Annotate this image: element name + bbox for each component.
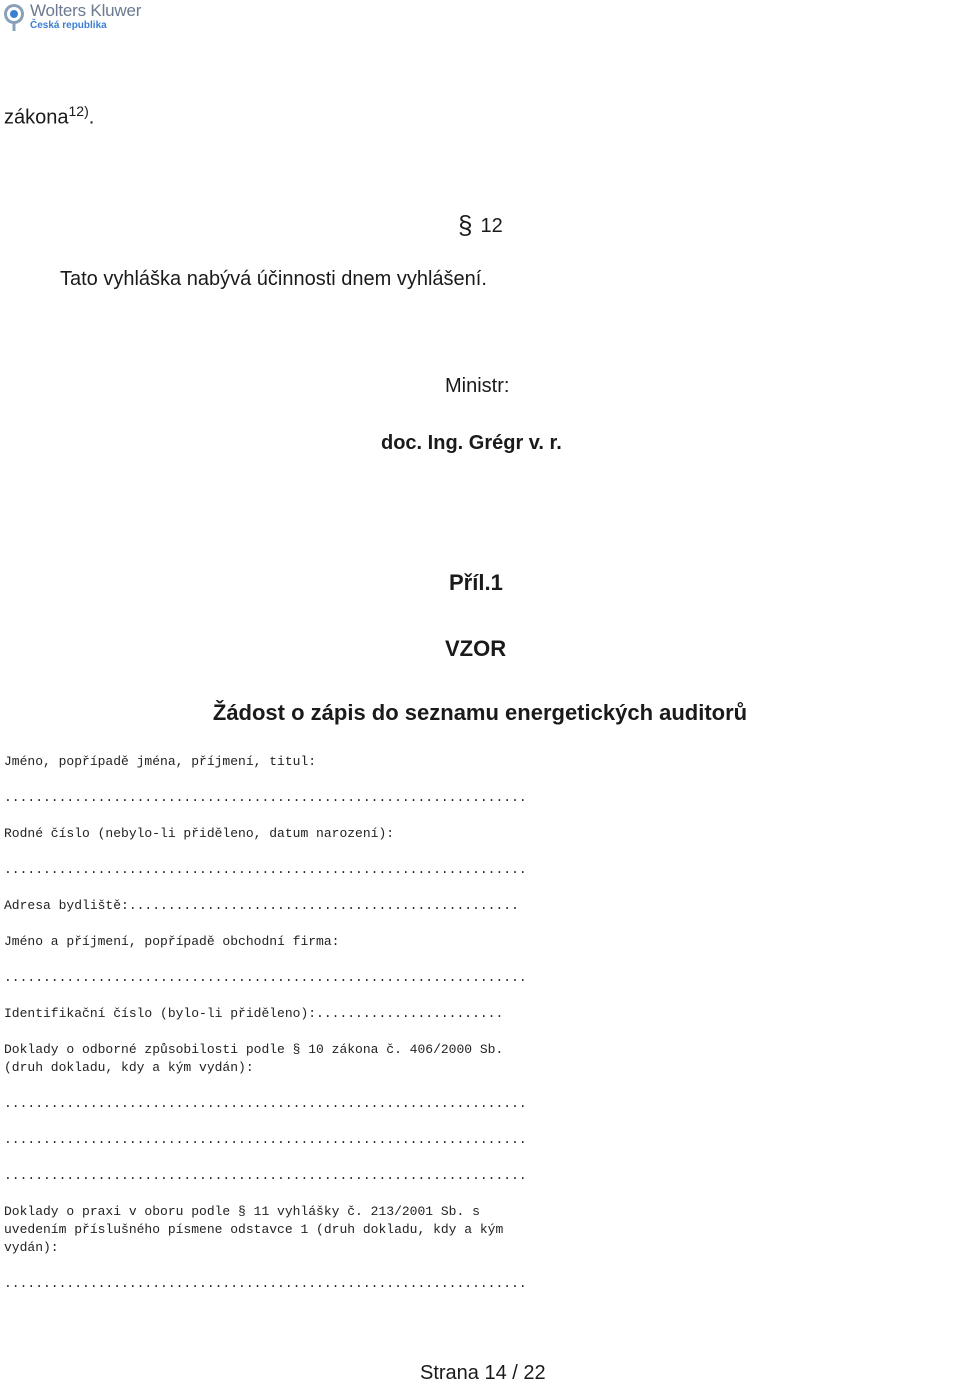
form-line: ................................................................... [4, 862, 527, 877]
intro-tail: . [88, 106, 95, 129]
appendix-title: Žádost o zápis do seznamu energetických auditorů [212, 700, 748, 725]
form-line: (druh dokladu, kdy a kým vydán): [4, 1060, 254, 1075]
wolters-kluwer-logo-icon [2, 2, 26, 32]
form-line: ................................................................... [4, 970, 527, 985]
form-line: Adresa bydliště:.................................................. [4, 898, 519, 913]
section-symbol: § [458, 210, 473, 240]
logo-name: Wolters Kluwer [30, 1, 142, 20]
appendix-label: Příl.1 [449, 570, 503, 595]
section-number: 12 [480, 215, 503, 237]
appendix-vzor: VZOR [445, 636, 507, 661]
signature-name: doc. Ing. Grégr v. r. [381, 432, 562, 454]
page-number: Strana 14 / 22 [420, 1362, 546, 1384]
form-line: Doklady o odborné způsobilosti podle § 10 zákona č. 406/2000 Sb. [4, 1042, 504, 1057]
form-line: ................................................................... [4, 1168, 527, 1183]
form-line: vydán): [4, 1240, 59, 1255]
footnote-reference: 12) [68, 103, 89, 119]
publisher-logo [2, 2, 141, 32]
form-line: uvedením příslušného písmene odstavce 1 (druh dokladu, kdy a kým [4, 1222, 504, 1237]
form-line: ................................................................... [4, 790, 527, 805]
form-line: ................................................................... [4, 1132, 527, 1147]
section-text: Tato vyhláška nabývá účinnosti dnem vyhlášení. [60, 268, 487, 290]
intro-line [4, 103, 94, 130]
form-line: Rodné číslo (nebylo-li přiděleno, datum narození): [4, 826, 395, 841]
form-line: ................................................................... [4, 1276, 527, 1291]
form-line: Jméno a příjmení, popřípadě obchodní firma: [4, 934, 340, 949]
form-line: Doklady o praxi v oboru podle § 11 vyhlášky č. 213/2001 Sb. s [4, 1204, 480, 1219]
intro-text: zákona [4, 106, 69, 129]
logo-subtitle: Česká republika [30, 20, 107, 31]
form-line: ................................................................... [4, 1096, 527, 1111]
appendix-title-wrap [212, 700, 960, 726]
signature-role: Ministr: [445, 375, 510, 397]
form-line: Identifikační číslo (bylo-li přiděleno):........................ [4, 1006, 504, 1021]
form-line: Jméno, popřípadě jména, příjmení, titul: [4, 754, 317, 769]
section-heading [458, 210, 503, 241]
